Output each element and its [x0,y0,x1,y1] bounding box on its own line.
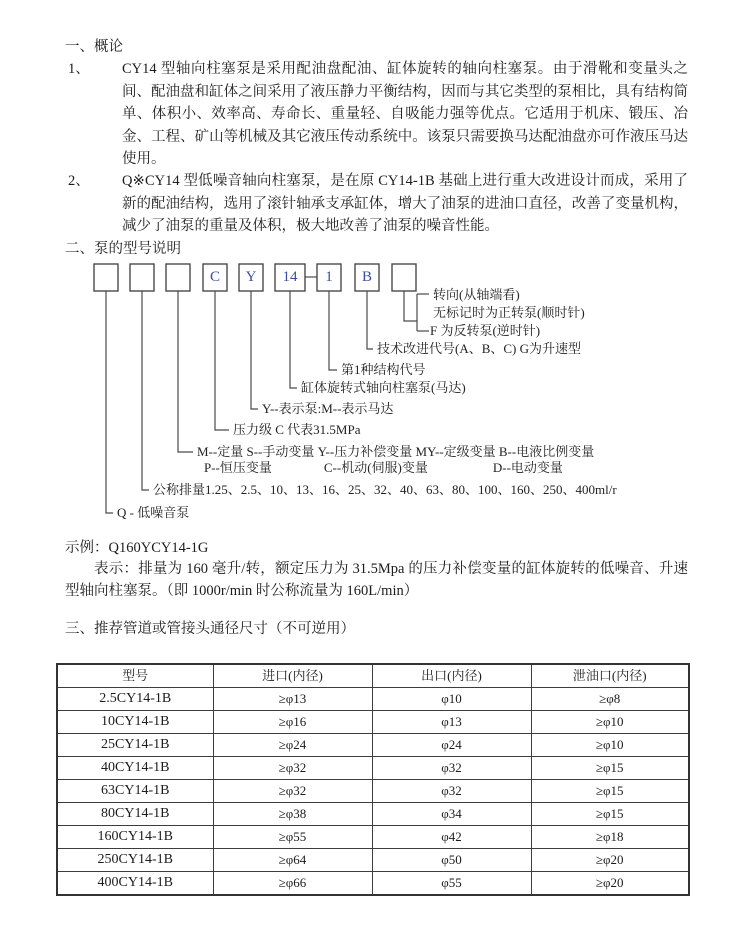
diagram-label-low-noise: Q - 低噪音泵 [117,505,190,521]
item-text: CY14 型轴向柱塞泵是采用配油盘配油、缸体旋转的轴向柱塞泵。由于滑靴和变量头之间、配油盘和缸体之间采用了液压静力平衡结构，因而与其它类型的泵相比，具有结构简单、体积小、效率高、寿命长、重量轻、自吸能力强等优点。它适用于机床、锻压、冶金、工程、矿山等机械及其它液压传动系统中。该泵只需要换马达配油盘亦可作液压马达使用。 [122,61,688,168]
table-cell-model: 10CY14-1B [57,710,213,733]
table-cell-value: ≥φ38 [213,802,372,825]
diagram-label-variant-row1: M--定量 S--手动变量 Y--压力补偿变量 MY--定级变量 B--电液比例变量 [197,444,595,460]
diagram-label-displacement: 公称排量1.25、2.5、10、13、16、25、32、40、63、80、100、160、250、400ml/r [153,482,617,498]
table-cell-value: ≥φ55 [213,825,372,848]
example-description: 表示：排量为 160 毫升/转，额定压力为 31.5Mpa 的压力补偿变量的缸体旋转的低噪音、升速型轴向柱塞泵。（即 1000r/min 时公称流量为 160L/min） [65,561,688,599]
diagram-label-cylinder-type: 缸体旋转式轴向柱塞泵(马达) [301,380,466,396]
table-header-outlet: 出口(内径) [372,664,531,688]
diagram-label-pressure-class: 压力级 C 代表31.5MPa [233,422,361,438]
table-cell-value: ≥φ20 [531,848,689,871]
table-header-drain: 泄油口(内径) [531,664,689,688]
overview-item-1 [65,58,688,170]
table-row [57,871,689,895]
diagram-label-direction-default: 无标记时为正转泵(顺时针) [433,305,585,321]
table-cell-value: ≥φ10 [531,710,689,733]
table-cell-model: 63CY14-1B [57,779,213,802]
table-row [57,825,689,848]
overview-item-2 [65,170,688,237]
table-cell-value: ≥φ20 [531,871,689,895]
table-cell-value: ≥φ16 [213,710,372,733]
table-cell-value: φ10 [372,687,531,710]
table-cell-value: φ34 [372,802,531,825]
table-cell-model: 40CY14-1B [57,756,213,779]
model-code-box-y: Y [245,269,257,286]
table-cell-value: ≥φ8 [531,687,689,710]
table-cell-value: φ32 [372,756,531,779]
table-cell-value: ≥φ18 [531,825,689,848]
table-cell-value: φ42 [372,825,531,848]
table-cell-value: φ32 [372,779,531,802]
table-cell-value: ≥φ15 [531,779,689,802]
item-text: Q※CY14 型低噪音轴向柱塞泵，是在原 CY14-1B 基础上进行重大改进设计而成，采用了新的配油结构，选用了滚针轴承支承缸体，增大了油泵的进油口直径，改善了变量机构，减少了油泵的重量及体积，极大地改善了油泵的噪音性能。 [122,173,688,235]
diagram-label-direction-title: 转向(从轴端看) [433,287,520,303]
diagram-label-variant-row2: P--恒压变量 C--机动(伺服)变量 D--电动变量 [204,460,563,476]
table-cell-value: ≥φ24 [213,733,372,756]
diagram-label-direction-reverse: F 为反转泵(逆时针) [430,323,541,339]
table-cell-value: ≥φ64 [213,848,372,871]
diagram-label-tech-code: 技术改进代号(A、B、C) G为升速型 [377,341,582,357]
table-row [57,848,689,871]
model-code-box-1: 1 [325,269,333,286]
table-cell-value: φ55 [372,871,531,895]
section-heading-pipe: 三、推荐管道或管接头通径尺寸（不可逆用） [65,621,355,638]
model-code-box-c: C [209,269,220,286]
table-cell-value: ≥φ13 [213,687,372,710]
table-cell-value: ≥φ32 [213,779,372,802]
table-cell-value: ≥φ10 [531,733,689,756]
pipe-size-table [56,663,690,896]
example-model-code: 示例：Q160YCY14-1G [65,540,209,557]
diagram-label-pump-motor: Y--表示泵:M--表示马达 [262,401,394,417]
table-row [57,733,689,756]
model-code-diagram [93,263,688,526]
section-heading-model: 二、泵的型号说明 [65,240,181,257]
table-cell-value: ≥φ32 [213,756,372,779]
item-number: 2、 [68,173,90,190]
table-cell-model: 80CY14-1B [57,802,213,825]
table-cell-model: 250CY14-1B [57,848,213,871]
table-row [57,710,689,733]
table-cell-value: ≥φ15 [531,802,689,825]
section-heading-overview: 一、概论 [65,39,123,55]
table-row [57,802,689,825]
table-header-model: 型号 [57,664,213,688]
table-cell-model: 2.5CY14-1B [57,687,213,710]
table-cell-value: ≥φ66 [213,871,372,895]
table-row [57,779,689,802]
model-code-box-14: 14 [282,269,298,286]
table-row [57,756,689,779]
diagram-label-structure-code: 第1种结构代号 [341,362,426,378]
model-code-box-b: B [361,269,372,286]
pipe-table-body [57,687,689,895]
table-cell-model: 160CY14-1B [57,825,213,848]
table-cell-model: 25CY14-1B [57,733,213,756]
table-header-inlet: 进口(内径) [213,664,372,688]
table-cell-value: φ13 [372,710,531,733]
item-number: 1、 [68,61,90,78]
table-cell-value: ≥φ15 [531,756,689,779]
table-header-row [57,664,689,688]
table-cell-model: 400CY14-1B [57,871,213,895]
table-cell-value: φ50 [372,848,531,871]
table-cell-value: φ24 [372,733,531,756]
table-row [57,687,689,710]
